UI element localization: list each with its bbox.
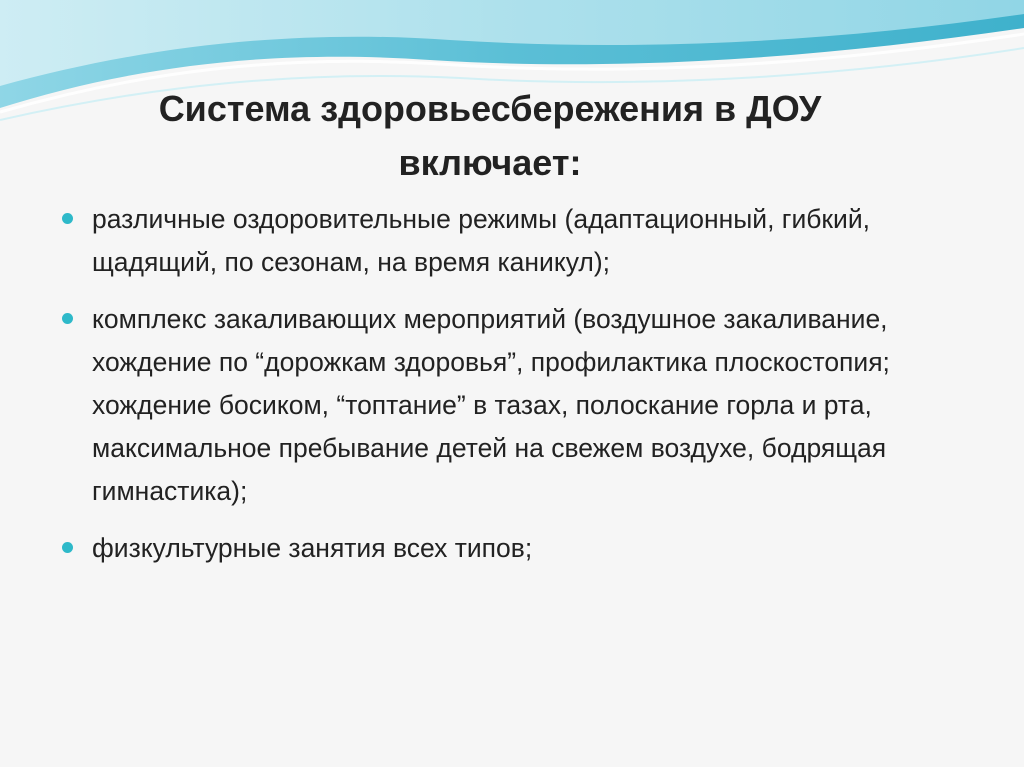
bullet-list xyxy=(62,198,982,584)
bullet-dot-icon xyxy=(62,542,73,553)
bullet-text: различные оздоровительные режимы (адаптационный, гибкий, щадящий, по сезонам, на время каникул); xyxy=(92,204,870,277)
bullet-item xyxy=(62,298,982,513)
bullet-dot-icon xyxy=(62,213,73,224)
bullet-text: физкультурные занятия всех типов; xyxy=(92,533,533,563)
bullet-item xyxy=(62,527,982,570)
bullet-text: комплекс закаливающих мероприятий (воздушное закаливание, хождение по “дорожкам здоровья”, профилактика плоскостопия; хождение босиком, “топтание” в тазах, полоскание горла и рта, максимальное пребывание детей на свежем воздухе, бодрящая гимнастика); xyxy=(92,304,890,506)
bullet-item xyxy=(62,198,982,284)
bullet-dot-icon xyxy=(62,313,73,324)
slide-title: Система здоровьесбережения в ДОУ включает: xyxy=(158,88,822,183)
